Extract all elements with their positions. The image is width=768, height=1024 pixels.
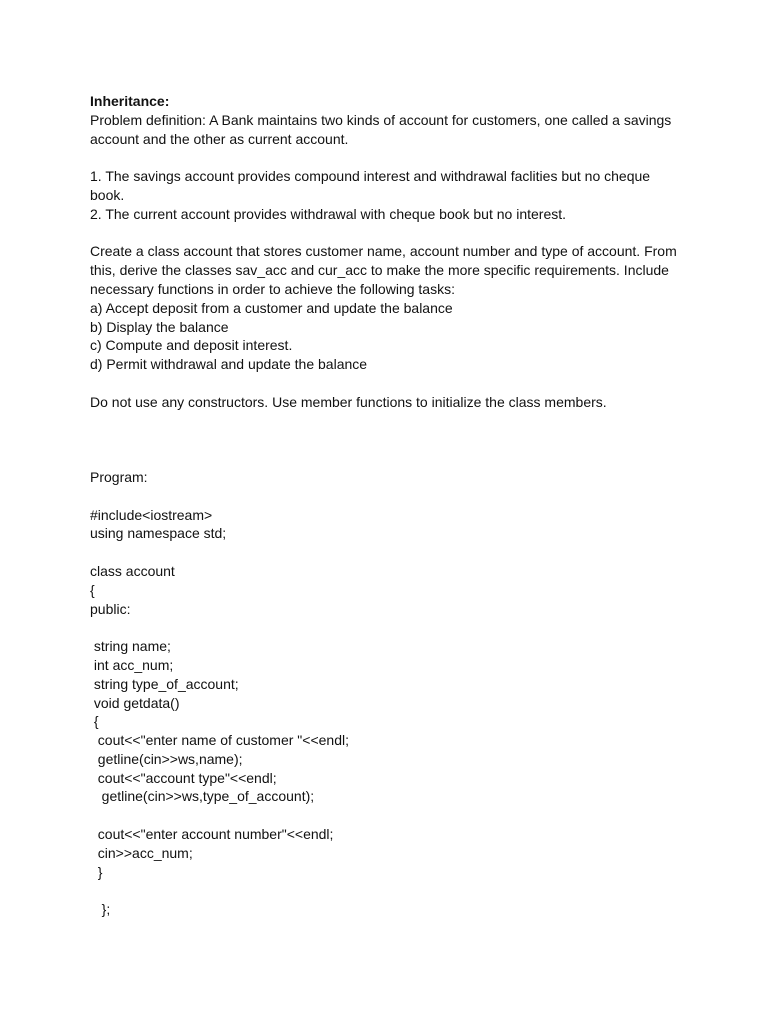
code-line: int acc_num; — [90, 656, 174, 673]
code-line: public: — [90, 600, 131, 617]
problem-definition-line: Problem definition: A Bank maintains two kinds of account for customers, one called a savings — [90, 111, 672, 128]
task-line: a) Accept deposit from a customer and update the balance — [90, 299, 453, 316]
task-line: c) Compute and deposit interest. — [90, 337, 293, 354]
code-blank-line — [90, 806, 690, 825]
point-line: 2. The current account provides withdrawal with cheque book but no interest. — [90, 205, 567, 222]
program-label: Program: — [90, 468, 148, 485]
point-line: 1. The savings account provides compound interest and withdrawal faclities but no cheque — [90, 168, 651, 185]
code-line: string name; — [90, 638, 171, 655]
code-line: cout<<"enter account number"<<endl; — [90, 826, 334, 843]
code-line: } — [90, 863, 103, 880]
spacer — [90, 449, 690, 468]
code-block — [90, 506, 690, 920]
spacer — [90, 148, 690, 167]
code-blank-line — [90, 881, 690, 900]
code-blank-line — [90, 543, 690, 562]
document-page — [90, 92, 690, 919]
code-line: getline(cin>>ws,type_of_account); — [90, 788, 315, 805]
code-line: { — [90, 713, 99, 730]
code-line: using namespace std; — [90, 525, 227, 542]
code-blank-line — [90, 618, 690, 637]
spacer — [90, 374, 690, 393]
code-line: #include<iostream> — [90, 506, 213, 523]
code-line: cout<<"account type"<<endl; — [90, 769, 277, 786]
code-line: class account — [90, 562, 175, 579]
problem-definition-line: account and the other as current account. — [90, 130, 349, 147]
task-line: Create a class account that stores customer name, account number and type of account. From — [90, 243, 677, 260]
point-line: book. — [90, 186, 125, 203]
spacer — [90, 412, 690, 431]
code-line: getline(cin>>ws,name); — [90, 750, 243, 767]
section-heading: Inheritance: — [90, 93, 170, 109]
task-line: necessary functions in order to achieve the following tasks: — [90, 280, 455, 297]
code-line: cin>>acc_num; — [90, 844, 193, 861]
spacer — [90, 430, 690, 449]
task-line: d) Permit withdrawal and update the balance — [90, 356, 368, 373]
note-line: Do not use any constructors. Use member functions to initialize the class members. — [90, 393, 607, 410]
spacer — [90, 224, 690, 243]
code-line: { — [90, 581, 95, 598]
code-line: cout<<"enter name of customer "<<endl; — [90, 732, 349, 749]
task-line: this, derive the classes sav_acc and cur_acc to make the more specific requirements. Include — [90, 262, 669, 279]
code-line: string type_of_account; — [90, 675, 239, 692]
code-line: void getdata() — [90, 694, 180, 711]
code-line: }; — [90, 901, 111, 918]
spacer — [90, 487, 690, 506]
task-line: b) Display the balance — [90, 318, 229, 335]
